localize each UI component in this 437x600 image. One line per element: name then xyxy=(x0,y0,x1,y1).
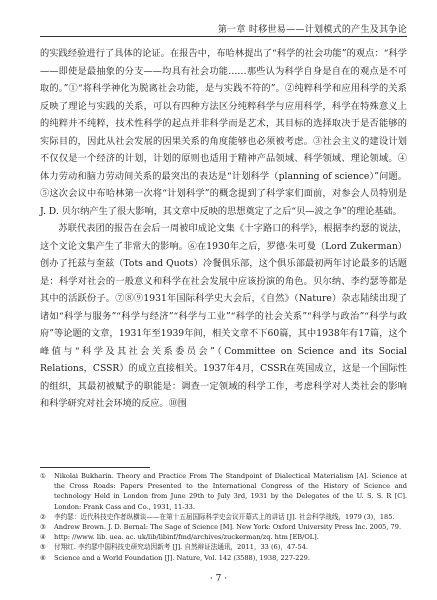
footnote-text: http: //www. lib. uea. ac. uk/lib/libinf/fmd/archives/zuckerman/zq. htm [EB/OL]. xyxy=(54,533,319,542)
footnote-6 xyxy=(40,553,407,563)
footnote-1 xyxy=(40,471,407,512)
footnote-mark: ④ xyxy=(40,533,46,542)
footnote-2 xyxy=(40,512,407,522)
footnote-mark: ③ xyxy=(40,523,46,532)
running-header: 第一章 时移世易——计划模式的产生及其争论 xyxy=(217,25,407,35)
footnote-4 xyxy=(40,532,407,542)
footnote-text: Science and a World Foundation [J]. Nature, Vol. 142 (3588), 1938, 227-229. xyxy=(54,553,310,562)
page-number: · 7 · xyxy=(209,574,228,584)
body-text xyxy=(40,45,407,413)
footnote-text: Andrew Brown. J. D. Bernal: The Sage of Science [M]. New York: Oxford University Press Inc. 2005, 79. xyxy=(54,523,402,532)
footnote-5 xyxy=(40,542,407,552)
paragraph-1: 的实践经验进行了具体的论证。在报告中，布哈林提出了“科学的社会功能”的观点：“科学——即使是最抽象的分支——均具有社会功能……那些认为科学自身是自在的观点是不可取的。”①“将科学神化为脱离社会功能，是与实践不符的”。②纯粹科学和应用科学的关系反映了理论与实践的关系，可以有四种方法区分纯粹科学与应用科学，科学在特殊意义上的纯粹并不纯粹，技术性科学的起点并非科学而是艺术，其目标的选择取决于是否能够的实际目的，因此从社会发展的因果关系的角度能够也必须被考虑。③社会主义的建设计划不仅仅是一个经济的计划，计划的原则也适用于精神产品领域、科学领域、理论领域。④体力劳动和脑力劳动间关系的最突出的表达是“计划科学（planning of science）”问题。⑤这次会议中布哈林第一次将“计划科学”的概念提到了科学家们面前，对参会人员特别是 J. D. 贝尔纳产生了很大影响，其文章中反映的思想奠定了之后“贝—波之争”的理论基础。 xyxy=(40,48,407,217)
footnotes xyxy=(40,471,407,563)
footnote-3 xyxy=(40,522,407,532)
footnote-mark: ⑤ xyxy=(40,543,46,552)
footnote-mark: ⑥ xyxy=(40,553,46,562)
footnote-rule xyxy=(40,467,150,468)
footnote-text: 李约瑟：近代科技史作者纵横谈——在第十五届国际科学史会议开幕式上的讲话 [J]. 社会科学战线，1979 (3)，185. xyxy=(54,512,395,521)
footnote-mark: ② xyxy=(40,512,46,521)
footnote-text: Nikolai Bukharin. Theory and Practice From The Standpoint of Dialectical Materialism [A]. Science at the Cross Roads: Papers Presented to the International Congress of the History of Science and technology Held in London from June 29th to July 3rd, 1931 by the Delegates of the U. S. S. R [C]. London: Frank Cass and Co., 1931, 11-33. xyxy=(54,472,407,511)
paragraph-2: 苏联代表团的报告在会后一周被印成论文集《十字路口的科学》，根据李约瑟的说法，这个文论文集产生了非常大的影响。⑥在1930年之后，罗德·朱可曼（Lord Zukerman）创办了托兹与奎兹（Tots and Quots）冷餐俱乐部，这个俱乐部最初两年讨论最多的话题是：科学对社会的一般意义和科学在社会发展中应该扮演的角色。贝尔纳、李约瑟等都是其中的活跃份子。⑦⑧⑨1931年国际科学史大会后，《自然》（Nature）杂志陆续出现了诸如“科学与服务”“科学与经济”“科学与工业”“科学的社会关系”“科学与政治”“科学与政府”等论题的文章，1931年至1939年间，相关文章不下60篇，其中1938年有17篇，这个峰值与“科学及其社会关系委员会”（Committee on Science and its Social Relations，CSSR）的成立直接相关。1937年4月，CSSR在英国成立，这是一个国际性的组织，其最初被赋予的职能是：调查一定领域的科学工作，考虑科学对人类社会的影响和科学研究对社会环境的反应。⑩围 xyxy=(40,223,407,409)
footnote-mark: ① xyxy=(40,472,46,480)
footnote-text: 付翔红. 李约瑟中国科技史研究动因新考 [J]. 自然辩证法通讯，2011，33 (6)，47-54. xyxy=(54,543,309,552)
header-rule xyxy=(40,36,407,37)
